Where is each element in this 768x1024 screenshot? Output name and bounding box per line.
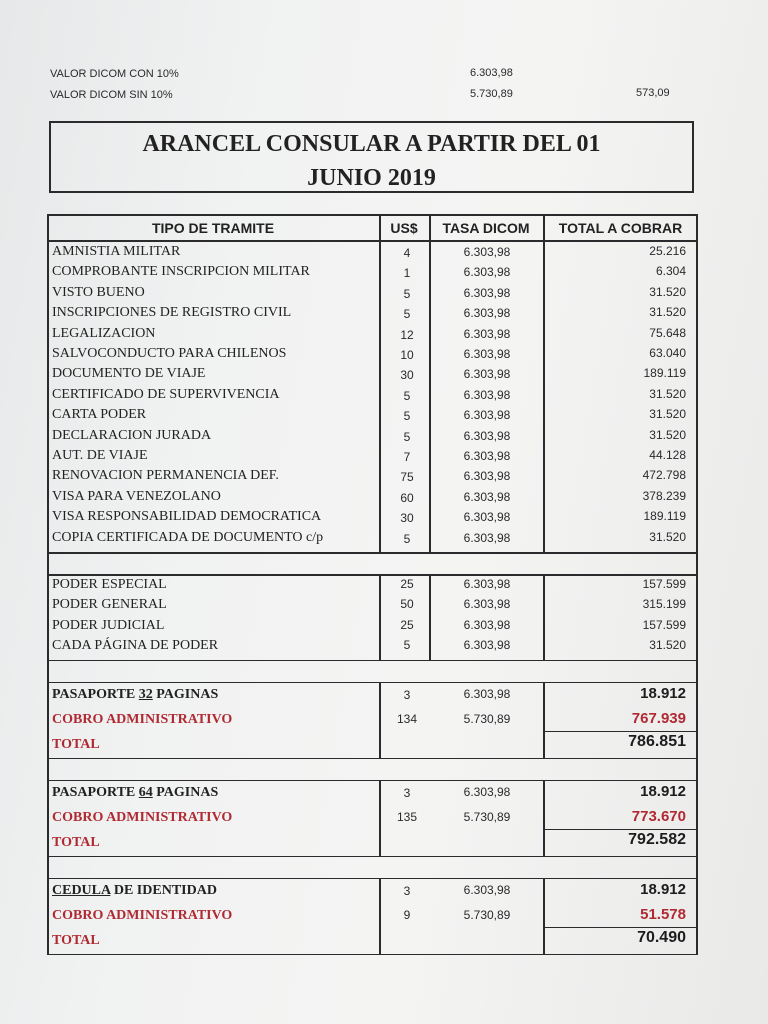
- poder-name: PODER JUDICIAL: [52, 617, 165, 633]
- usd-value: 5: [403, 388, 411, 403]
- gap-right-edge: [696, 758, 698, 780]
- table-right-edge: [696, 552, 698, 660]
- admin-total: 773.670: [631, 807, 686, 825]
- admin-usd: 135: [396, 809, 418, 824]
- tramite-name: VISA RESPONSABILIDAD DEMOCRATICA: [52, 509, 322, 525]
- usd-value: 50: [400, 597, 414, 612]
- block-title-suffix: PAGINAS: [152, 686, 219, 702]
- tasa-value: 6.303,98: [463, 387, 511, 402]
- total-value: 378.239: [642, 488, 686, 503]
- gap-right-edge: [696, 660, 698, 682]
- block-title: [52, 785, 218, 801]
- block-title-number: 32: [138, 686, 153, 702]
- usd-value: 30: [400, 368, 414, 383]
- block-title-number: 64: [138, 784, 153, 800]
- column-header-total: TOTAL A COBRAR: [558, 220, 683, 236]
- header-bottom-rule: [47, 240, 698, 242]
- tramite-name: INSCRIPCIONES DE REGISTRO CIVIL: [52, 305, 292, 321]
- block-right-edge: [696, 682, 698, 758]
- admin-tasa: 5.730,89: [463, 711, 511, 726]
- tasa-value: 6.303,98: [463, 285, 511, 300]
- table-right-edge: [696, 214, 698, 552]
- total-value: 44.128: [649, 448, 686, 462]
- admin-usd: 134: [396, 711, 418, 726]
- usd-value: 75: [400, 470, 414, 485]
- tramite-name: SALVOCONDUCTO PARA CHILENOS: [52, 346, 287, 361]
- block-right-edge: [696, 780, 698, 856]
- column-rule: [543, 682, 545, 758]
- dicom-header-value-1: 6.303,98: [470, 67, 513, 79]
- fee-table: [47, 214, 698, 950]
- total-value: 31.520: [649, 284, 686, 299]
- poder-name: PODER GENERAL: [52, 597, 167, 613]
- tasa-value: 6.303,98: [463, 306, 511, 321]
- usd-value: 10: [400, 348, 414, 362]
- block-top-rule: [47, 878, 698, 880]
- total-value: 31.520: [649, 386, 686, 401]
- admin-fee-label: COBRO ADMINISTRATIVO: [52, 809, 233, 825]
- total-value: 31.520: [649, 529, 686, 544]
- total-value: 31.520: [649, 407, 686, 422]
- usd-value: 4: [403, 246, 411, 260]
- tasa-value: 6.303,98: [463, 428, 511, 443]
- block-top-rule: [47, 780, 698, 782]
- block-usd: 3: [403, 883, 411, 898]
- tasa-value: 6.303,98: [463, 449, 511, 463]
- poder-name: CADA PÁGINA DE PODER: [52, 638, 219, 654]
- document-title-line-2: JUNIO 2019: [307, 165, 436, 191]
- column-header-tasa: TASA DICOM: [442, 220, 530, 236]
- tramite-name: VISTO BUENO: [52, 284, 145, 300]
- block-left-edge: [47, 682, 49, 758]
- grand-total-value: 70.490: [637, 928, 686, 946]
- grand-total-label: TOTAL: [52, 932, 100, 948]
- admin-tasa: 5.730,89: [463, 809, 511, 824]
- usd-value: 60: [400, 490, 414, 505]
- column-header-usd: US$: [390, 220, 418, 236]
- block-tasa: 6.303,98: [463, 686, 511, 701]
- tasa-value: 6.303,98: [463, 638, 511, 653]
- total-value: 315.199: [642, 597, 686, 612]
- total-value: 25.216: [649, 244, 686, 258]
- column-rule: [379, 780, 381, 856]
- block-title-text: PASAPORTE: [52, 784, 139, 800]
- block-left-edge: [47, 878, 49, 954]
- tasa-value: 6.303,98: [463, 597, 511, 612]
- tasa-value: 6.303,98: [463, 347, 511, 361]
- column-rule: [379, 878, 381, 954]
- column-rule: [379, 682, 381, 758]
- block-title: [52, 687, 218, 703]
- block-tasa: 6.303,98: [463, 882, 511, 897]
- column-rule: [543, 878, 545, 954]
- block-total: 18.912: [640, 880, 686, 898]
- tasa-value: 6.303,98: [463, 530, 511, 545]
- block-title-suffix: PAGINAS: [152, 784, 219, 800]
- section-2-top-rule: [47, 574, 698, 576]
- total-value: 31.520: [649, 305, 686, 320]
- grand-total-value: 786.851: [628, 732, 686, 750]
- tramite-name: RENOVACION PERMANENCIA DEF.: [52, 468, 279, 484]
- tramite-name: LEGALIZACION: [52, 325, 156, 341]
- tasa-value: 6.303,98: [463, 326, 511, 341]
- admin-usd: 9: [403, 907, 411, 922]
- tramite-name: CARTA PODER: [52, 407, 147, 423]
- tasa-value: 6.303,98: [463, 265, 511, 280]
- total-value: 189.119: [643, 509, 686, 524]
- admin-total: 51.578: [640, 905, 686, 923]
- block-title-text: CEDULA: [52, 882, 111, 898]
- tasa-value: 6.303,98: [463, 577, 511, 591]
- document-title-line-1: ARANCEL CONSULAR A PARTIR DEL 01: [142, 131, 601, 157]
- dicom-header-label-2: VALOR DICOM SIN 10%: [50, 89, 173, 101]
- column-rule: [543, 574, 545, 660]
- tramite-name: VISA PARA VENEZOLANO: [52, 488, 221, 504]
- total-value: 75.648: [649, 325, 686, 340]
- column-rule: [543, 780, 545, 856]
- grand-total-box-rule: [543, 927, 698, 929]
- total-value: 31.520: [649, 427, 686, 442]
- usd-value: 1: [403, 266, 411, 281]
- grand-total-box-rule: [543, 731, 698, 733]
- tramite-name: AMNISTIA MILITAR: [52, 244, 181, 259]
- block-top-rule: [47, 682, 698, 684]
- gap-left-edge: [47, 856, 49, 878]
- tasa-value: 6.303,98: [463, 408, 511, 423]
- total-value: 472.798: [642, 468, 686, 483]
- column-rule: [379, 574, 381, 660]
- block-bottom-rule: [47, 856, 698, 858]
- tramite-name: COPIA CERTIFICADA DE DOCUMENTO c/p: [52, 529, 324, 545]
- tramite-name: CERTIFICADO DE SUPERVIVENCIA: [52, 386, 280, 402]
- dicom-header-difference: 573,09: [636, 87, 670, 99]
- usd-value: 5: [403, 531, 411, 546]
- usd-value: 12: [400, 327, 414, 342]
- column-rule: [429, 574, 431, 660]
- tasa-value: 6.303,98: [463, 510, 511, 525]
- tramite-name: COMPROBANTE INSCRIPCION MILITAR: [52, 264, 310, 280]
- section-1-bottom-rule: [47, 552, 698, 554]
- tramite-name: AUT. DE VIAJE: [52, 448, 148, 463]
- tramite-name: DOCUMENTO DE VIAJE: [52, 366, 206, 382]
- usd-value: 5: [403, 286, 411, 301]
- usd-value: 25: [400, 617, 414, 632]
- dicom-header-label-1: VALOR DICOM CON 10%: [50, 68, 179, 80]
- total-value: 157.599: [642, 617, 686, 632]
- block-title-suffix: DE IDENTIDAD: [110, 882, 217, 898]
- column-rule: [543, 214, 545, 552]
- column-rule: [429, 214, 431, 552]
- document-title-box: [49, 121, 694, 193]
- usd-value: 5: [403, 429, 411, 444]
- section-2-bottom-rule: [47, 660, 698, 662]
- block-right-edge: [696, 878, 698, 954]
- grand-total-label: TOTAL: [52, 736, 100, 752]
- admin-fee-label: COBRO ADMINISTRATIVO: [52, 907, 233, 923]
- gap-left-edge: [47, 660, 49, 682]
- tasa-value: 6.303,98: [463, 367, 511, 382]
- gap-right-edge: [696, 856, 698, 878]
- usd-value: 5: [403, 409, 411, 424]
- total-value: 189.119: [643, 366, 686, 381]
- total-value: 63.040: [649, 346, 686, 360]
- block-title: [52, 883, 217, 899]
- usd-value: 30: [400, 511, 414, 526]
- block-bottom-rule: [47, 758, 698, 760]
- grand-total-label: TOTAL: [52, 834, 100, 850]
- tasa-value: 6.303,98: [463, 469, 511, 484]
- block-bottom-rule: [47, 954, 698, 956]
- tasa-value: 6.303,98: [463, 245, 511, 259]
- table-left-edge: [47, 214, 49, 552]
- gap-left-edge: [47, 758, 49, 780]
- poder-name: PODER ESPECIAL: [52, 577, 167, 592]
- block-total: 18.912: [640, 782, 686, 800]
- usd-value: 5: [403, 307, 411, 322]
- block-title-text: PASAPORTE: [52, 686, 139, 702]
- usd-value: 5: [403, 638, 411, 653]
- total-value: 157.599: [642, 577, 686, 591]
- usd-value: 25: [400, 577, 414, 591]
- block-tasa: 6.303,98: [463, 784, 511, 799]
- column-rule: [379, 214, 381, 552]
- total-value: 6.304: [655, 264, 686, 279]
- grand-total-value: 792.582: [628, 830, 686, 848]
- tasa-value: 6.303,98: [463, 489, 511, 504]
- grand-total-box-rule: [543, 829, 698, 831]
- admin-tasa: 5.730,89: [463, 907, 511, 922]
- dicom-header-value-2: 5.730,89: [470, 88, 513, 100]
- admin-fee-label: COBRO ADMINISTRATIVO: [52, 711, 233, 727]
- usd-value: 7: [403, 450, 411, 464]
- block-usd: 3: [403, 785, 411, 800]
- table-top-rule: [47, 214, 698, 216]
- block-total: 18.912: [640, 684, 686, 702]
- admin-total: 767.939: [631, 709, 686, 727]
- column-header-tramite: TIPO DE TRAMITE: [151, 220, 275, 236]
- tasa-value: 6.303,98: [463, 617, 511, 632]
- block-usd: 3: [403, 687, 411, 702]
- tramite-name: DECLARACION JURADA: [52, 427, 212, 443]
- total-value: 31.520: [649, 638, 686, 653]
- table-left-edge: [47, 552, 49, 660]
- block-left-edge: [47, 780, 49, 856]
